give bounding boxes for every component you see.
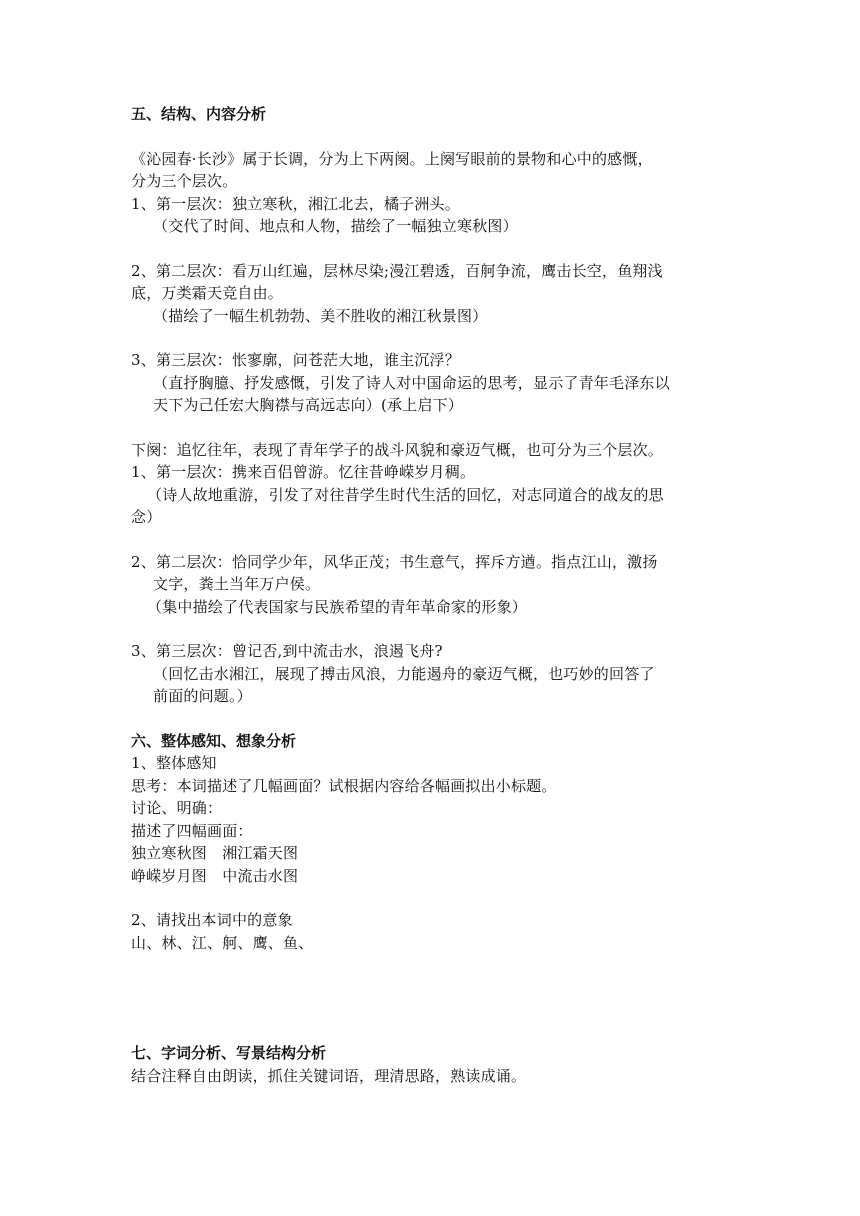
lower-level-2-title-cont: 文字，粪土当年万户侯。	[153, 575, 321, 593]
upper-level-2-note: （描绘了一幅生机勃勃、美不胜收的湘江秋景图）	[153, 306, 488, 325]
upper-level-3-note-cont: 天下为己任宏大胸襟与高远志向）(承上启下）	[153, 396, 464, 414]
lower-level-1-note: （诗人故地重游，引发了对往昔学生时代生活的回忆，对志同道合的战友的思	[147, 485, 664, 504]
described-label: 描述了四幅画面：	[131, 821, 253, 840]
lower-intro: 下阕：追忆往年，表现了青年学子的战斗风貌和豪迈气概，也可分为三个层次。	[131, 440, 664, 459]
lower-level-2-title: 2、第二层次：恰同学少年，风华正茂；书生意气，挥斥方遒。指点江山，激扬	[131, 552, 658, 571]
section-heading-5: 五、结构、内容分析	[131, 105, 267, 123]
section-heading-6: 六、整体感知、想象分析	[131, 731, 297, 750]
lower-level-1-note-cont: 念）	[131, 508, 162, 526]
lower-level-3-note: （回忆击水湘江，展现了搏击风浪，力能遏舟的豪迈气概，也巧妙的回答了	[153, 664, 655, 683]
document-page	[131, 103, 731, 1087]
lower-level-3-title: 3、第三层次：曾记否,到中流击水，浪遏飞舟?	[131, 642, 443, 660]
images-list: 山、林、江、舸、鹰、鱼、	[131, 933, 314, 952]
upper-level-2-title-cont: 底，万类霜天竞自由。	[131, 284, 284, 302]
lower-level-2-note: （集中描绘了代表国家与民族希望的青年革命家的形象）	[147, 597, 528, 616]
pictures-row-2: 峥嵘岁月图 中流击水图	[131, 866, 299, 885]
subheading-images: 2、请找出本词中的意象	[131, 911, 293, 929]
upper-level-3-title: 3、第三层次：怅寥廓，问苍茫大地，谁主沉浮？	[131, 351, 460, 369]
section-heading-7: 七、字词分析、写景结构分析	[131, 1044, 327, 1062]
lower-level-1-title: 1、第一层次：携来百侣曾游。忆往昔峥嵘岁月稠。	[131, 463, 476, 481]
intro-text-cont: 分为三个层次。	[131, 172, 238, 190]
upper-level-1-title: 1、第一层次：独立寒秋，湘江北去，橘子洲头。	[131, 194, 460, 213]
discuss-label: 讨论、明确：	[131, 799, 223, 817]
intro-text: 《沁园春·长沙》属于长调，分为上下两阕。上阕写眼前的景物和心中的感慨，	[131, 149, 653, 168]
think-question: 思考：本词描述了几幅画面？试根据内容给各幅画拟出小标题。	[131, 776, 557, 795]
lower-level-3-note-cont: 前面的问题。）	[153, 687, 252, 705]
upper-level-2-title: 2、第二层次：看万山红遍，层林尽染;漫江碧透，百舸争流，鹰击长空，鱼翔浅	[131, 261, 663, 280]
pictures-row-1: 独立寒秋图 湘江霜天图	[131, 844, 299, 862]
upper-level-3-note: （直抒胸臆、抒发感慨，引发了诗人对中国命运的思考，显示了青年毛泽东以	[153, 373, 670, 392]
upper-level-1-note: （交代了时间、地点和人物，描绘了一幅独立寒秋图）	[153, 217, 518, 235]
subheading-overall: 1、整体感知	[131, 754, 217, 772]
section-7-text: 结合注释自由朗读，抓住关键词语，理清思路，熟读成诵。	[131, 1066, 527, 1085]
